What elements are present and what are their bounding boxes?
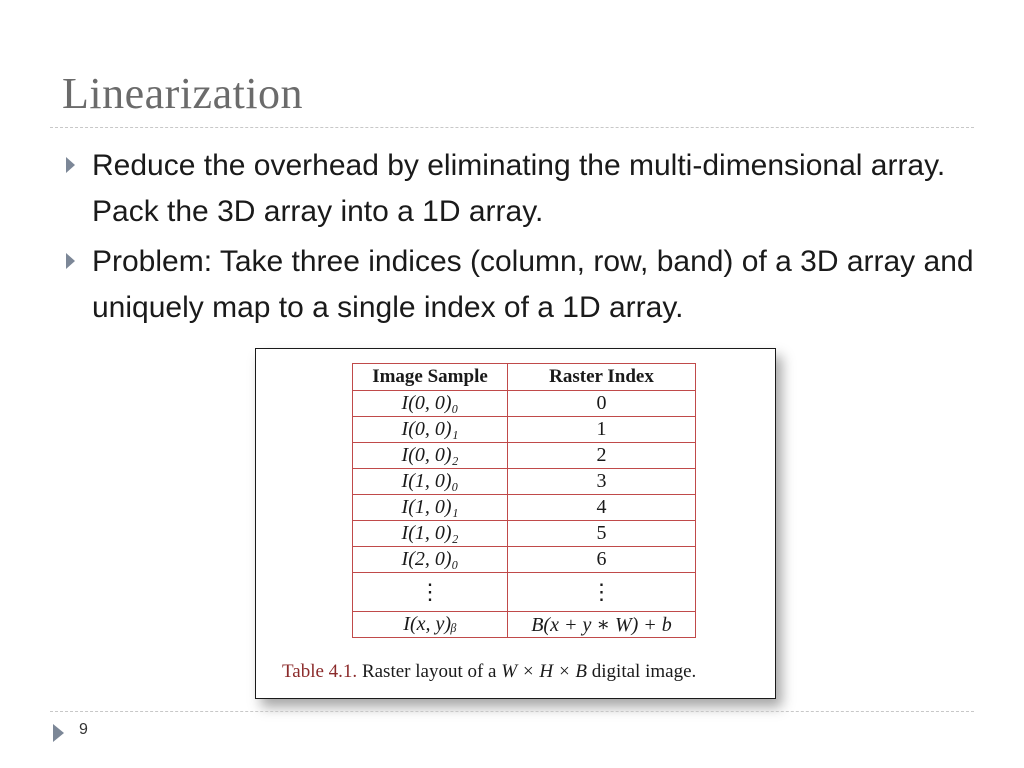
raster-index-cell: 0 bbox=[508, 391, 696, 417]
image-sample-cell: I(x, y)ᵦ bbox=[353, 612, 508, 638]
triangle-right-icon bbox=[66, 157, 75, 173]
caption-tail: digital image. bbox=[591, 661, 697, 682]
table-figure bbox=[255, 348, 776, 699]
ellipsis-cell: ⋮ bbox=[508, 573, 696, 612]
bullet-text: Reduce the overhead by eliminating the multi-dimensional array. Pack the 3D array into a 1D array. bbox=[92, 149, 946, 228]
triangle-right-icon bbox=[53, 724, 64, 742]
slide-title: Linearization bbox=[62, 69, 304, 118]
table-row bbox=[353, 612, 696, 638]
bullet-item bbox=[60, 239, 980, 331]
raster-index-cell: B(x + y ∗ W) + b bbox=[508, 612, 696, 638]
image-sample-cell: I(0, 0)₀ bbox=[353, 391, 508, 417]
table-row bbox=[353, 547, 696, 573]
raster-index-cell: 6 bbox=[508, 547, 696, 573]
raster-index-cell: 2 bbox=[508, 443, 696, 469]
table-row bbox=[353, 417, 696, 443]
image-sample-cell: I(0, 0)₁ bbox=[353, 417, 508, 443]
table-row bbox=[353, 443, 696, 469]
raster-index-cell: 5 bbox=[508, 521, 696, 547]
bullet-text: Problem: Take three indices (column, row, band) of a 3D array and uniquely map to a single index of a 1D array. bbox=[92, 245, 974, 324]
header-image-sample: Image Sample bbox=[353, 364, 508, 391]
ellipsis-cell: ⋮ bbox=[353, 573, 508, 612]
raster-index-cell: 1 bbox=[508, 417, 696, 443]
table-row bbox=[353, 469, 696, 495]
caption-label: Table 4.1. bbox=[282, 661, 358, 682]
bullet-item bbox=[60, 143, 980, 235]
table-row bbox=[353, 521, 696, 547]
title-divider bbox=[50, 127, 974, 128]
table-row bbox=[353, 391, 696, 417]
raster-table bbox=[352, 363, 696, 638]
image-sample-cell: I(1, 0)₁ bbox=[353, 495, 508, 521]
image-sample-cell: I(0, 0)₂ bbox=[353, 443, 508, 469]
footer-divider bbox=[50, 711, 974, 712]
table-header-row bbox=[353, 364, 696, 391]
table-row bbox=[353, 495, 696, 521]
triangle-right-icon bbox=[66, 253, 75, 269]
caption-text: Raster layout of a bbox=[361, 661, 497, 682]
bullet-list bbox=[60, 143, 980, 335]
raster-index-cell: 3 bbox=[508, 469, 696, 495]
table-row bbox=[353, 573, 696, 612]
image-sample-cell: I(2, 0)₀ bbox=[353, 547, 508, 573]
table-caption bbox=[282, 661, 696, 683]
header-raster-index: Raster Index bbox=[508, 364, 696, 391]
raster-index-cell: 4 bbox=[508, 495, 696, 521]
image-sample-cell: I(1, 0)₀ bbox=[353, 469, 508, 495]
image-sample-cell: I(1, 0)₂ bbox=[353, 521, 508, 547]
page-number: 9 bbox=[79, 721, 88, 738]
caption-math: W × H × B bbox=[501, 661, 588, 682]
